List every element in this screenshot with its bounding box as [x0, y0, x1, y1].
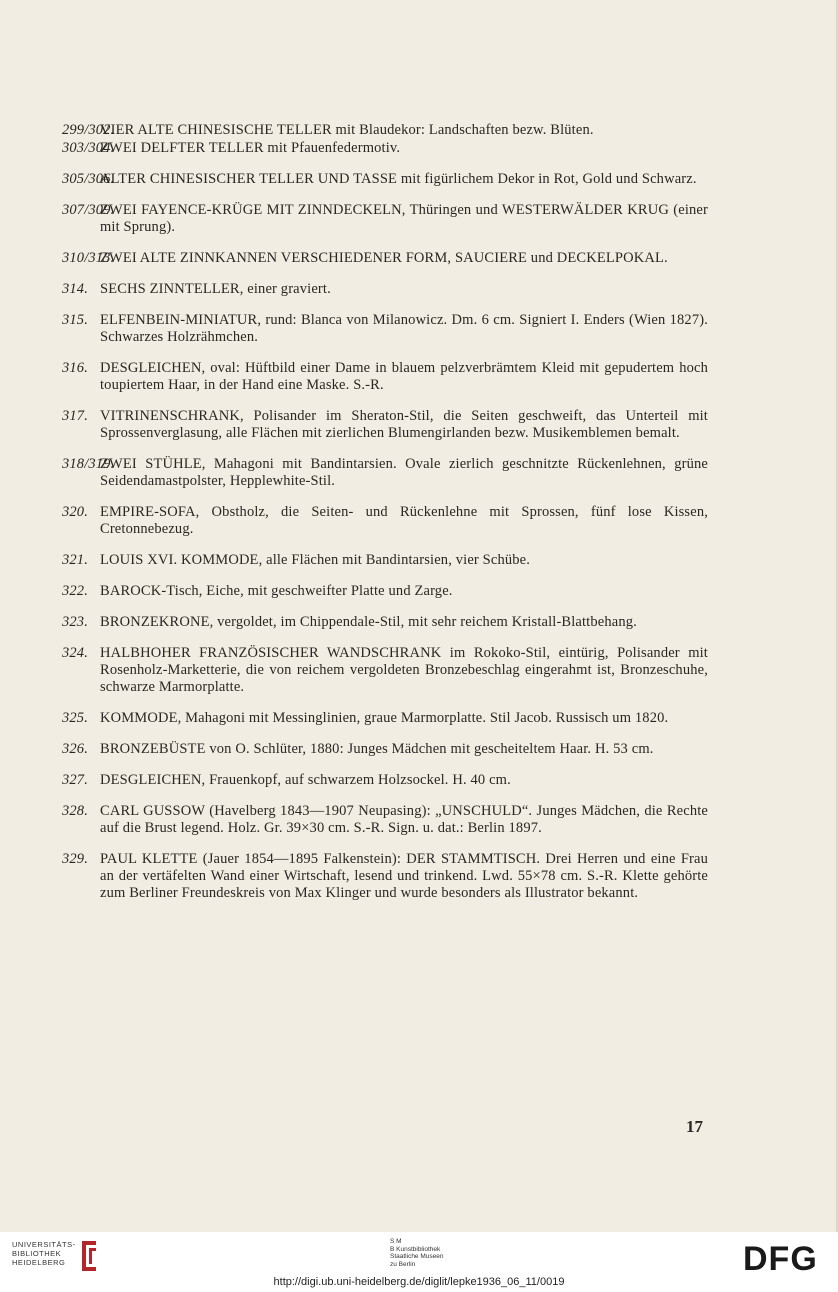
catalog-entry [62, 456, 708, 490]
entry-text: ZWEI ALTE ZINNKANNEN VERSCHIEDENER FORM, SAUCIERE und DECKELPOKAL. [100, 250, 668, 266]
entry-number: 329. [62, 851, 88, 867]
entry-text: BRONZEKRONE, vergoldet, im Chippendale-Stil, mit sehr reichem Kristall-Blattbehang. [100, 614, 637, 630]
library-line: BIBLIOTHEK [12, 1249, 62, 1258]
entry-text: BRONZEBÜSTE von O. Schlüter, 1880: Junges Mädchen mit gescheiteltem Haar. H. 53 cm. [100, 741, 654, 757]
entry-text: ZWEI DELFTER TELLER mit Pfauenfedermotiv. [100, 140, 401, 156]
entry-number: 307/309. [62, 202, 115, 218]
catalog-entry [62, 408, 708, 442]
entry-text: ZWEI STÜHLE, Mahagoni mit Bandintarsien. Ovale zierlich geschnitzte Rückenlehnen, grüne Seidendamastpolster, Hepplewhite-Stil. [100, 456, 708, 489]
entry-number: 315. [62, 312, 88, 328]
entry-text: ZWEI FAYENCE-KRÜGE MIT ZINNDECKELN, Thüringen und WESTERWÄLDER KRUG (einer mit Sprung). [100, 202, 708, 235]
entry-text: KOMMODE, Mahagoni mit Messinglinien, graue Marmorplatte. Stil Jacob. Russisch um 1820. [100, 710, 669, 726]
entry-text: BAROCK-Tisch, Eiche, mit geschweifter Platte und Zarge. [100, 583, 453, 599]
catalog-entry [62, 504, 708, 538]
entry-number: 303/304. [62, 140, 115, 156]
entry-text: ELFENBEIN-MINIATUR, rund: Blanca von Milanowicz. Dm. 6 cm. Signiert I. Enders (Wien 1827). Schwarzes Holzrähmchen. [100, 312, 708, 345]
stamp-line: B Kunstbibliothek [390, 1245, 441, 1253]
permalink-url[interactable]: http://digi.ub.uni-heidelberg.de/diglit/lepke1936_06_11/0019 [273, 1276, 565, 1288]
entry-text: VITRINENSCHRANK, Polisander im Sheraton-Stil, die Seiten geschweift, das Unterteil mit Sprossenverglasung, alle Flächen mit zierlichen Blumengirlanden bezw. Musikemblemen bemalt. [100, 408, 708, 441]
entry-text: ALTER CHINESISCHER TELLER UND TASSE mit figürlichem Dekor in Rot, Gold und Schwarz. [100, 171, 697, 187]
library-line: HEIDELBERG [12, 1258, 66, 1267]
catalog-entry [62, 312, 708, 346]
entry-text: CARL GUSSOW (Havelberg 1843—1907 Neupasing): „UNSCHULD“. Junges Mädchen, die Rechte auf die Brust legend. Holz. Gr. 39×30 cm. S.-R. Sign. u. dat.: Berlin 1897. [100, 803, 708, 836]
entry-text: DESGLEICHEN, Frauenkopf, auf schwarzem Holzsockel. H. 40 cm. [100, 772, 511, 788]
entry-text: HALBHOHER FRANZÖSISCHER WANDSCHRANK im Rokoko-Stil, eintürig, Polisander mit Rosenholz-Marketterie, die von reichem vergoldeten Bronzebeschlag eingerahmt ist, Bronzeschuhe, schwarze Marmorplatte. [100, 645, 708, 695]
catalog-entry [62, 552, 708, 569]
entry-number: 310/313. [62, 250, 115, 266]
entry-number: 318/319. [62, 456, 115, 472]
entry-number: 314. [62, 281, 88, 297]
catalog-entry [62, 250, 708, 267]
entry-text: SECHS ZINNTELLER, einer graviert. [100, 281, 331, 297]
entry-text: LOUIS XVI. KOMMODE, alle Flächen mit Bandintarsien, vier Schübe. [100, 552, 531, 568]
entry-number: 323. [62, 614, 88, 630]
library-logo[interactable] [12, 1240, 76, 1267]
catalog-entry [62, 583, 708, 600]
stamp-line: S M [390, 1238, 402, 1245]
museum-stamp [390, 1238, 443, 1268]
catalog-entry [62, 281, 708, 298]
viewer-footer [0, 1232, 838, 1292]
catalog-entry [62, 851, 708, 902]
catalog-entry [62, 645, 708, 696]
entry-text: VIER ALTE CHINESISCHE TELLER mit Blaudekor: Landschaften bezw. Blüten. [100, 122, 594, 138]
entry-number: 326. [62, 741, 88, 757]
stamp-line: Staatliche Museen [390, 1253, 444, 1260]
catalog-entry [62, 171, 708, 188]
catalog-entry [62, 772, 708, 789]
entry-number: 317. [62, 408, 88, 424]
entry-number: 305/306. [62, 171, 115, 187]
entry-number: 320. [62, 504, 88, 520]
entry-number: 325. [62, 710, 88, 726]
catalog-entry [62, 803, 708, 837]
entry-text: EMPIRE-SOFA, Obstholz, die Seiten- und Rückenlehne mit Sprossen, fünf lose Kissen, Cretonnebezug. [100, 504, 708, 537]
catalog-entry [62, 710, 708, 727]
entry-number: 322. [62, 583, 88, 599]
catalog-entry [62, 360, 708, 394]
catalog-entries [62, 122, 708, 916]
library-seal-icon [78, 1239, 100, 1273]
entry-number: 324. [62, 645, 88, 661]
entry-number: 327. [62, 772, 88, 788]
entry-number: 316. [62, 360, 88, 376]
entry-number: 299/302. [62, 122, 115, 138]
entry-number: 328. [62, 803, 88, 819]
entry-text: PAUL KLETTE (Jauer 1854—1895 Falkenstein): DER STAMMTISCH. Drei Herren und eine Frau an der vertäfelten Wand einer Wirtschaft, lesend und trinkend. Lwd. 55×78 cm. S.-R. Klette gehörte zum Berliner Freundeskreis von Max Klinger und wurde besonders als Illustrator bekannt. [100, 851, 708, 901]
catalog-entry [62, 741, 708, 758]
catalog-entry [62, 202, 708, 236]
stamp-line: zu Berlin [390, 1260, 416, 1268]
dfg-logo[interactable]: DFG [743, 1240, 818, 1278]
entry-text: DESGLEICHEN, oval: Hüftbild einer Dame in blauem pelzverbrämtem Kleid mit gepudertem hoch toupiertem Haar, in der Hand eine Maske. S.-R. [100, 360, 708, 393]
entry-number: 321. [62, 552, 88, 568]
catalog-entry [62, 140, 708, 157]
page-number: 17 [686, 1117, 703, 1136]
catalog-entry [62, 122, 708, 139]
library-line: UNIVERSITÄTS- [12, 1240, 76, 1249]
catalog-entry [62, 614, 708, 631]
